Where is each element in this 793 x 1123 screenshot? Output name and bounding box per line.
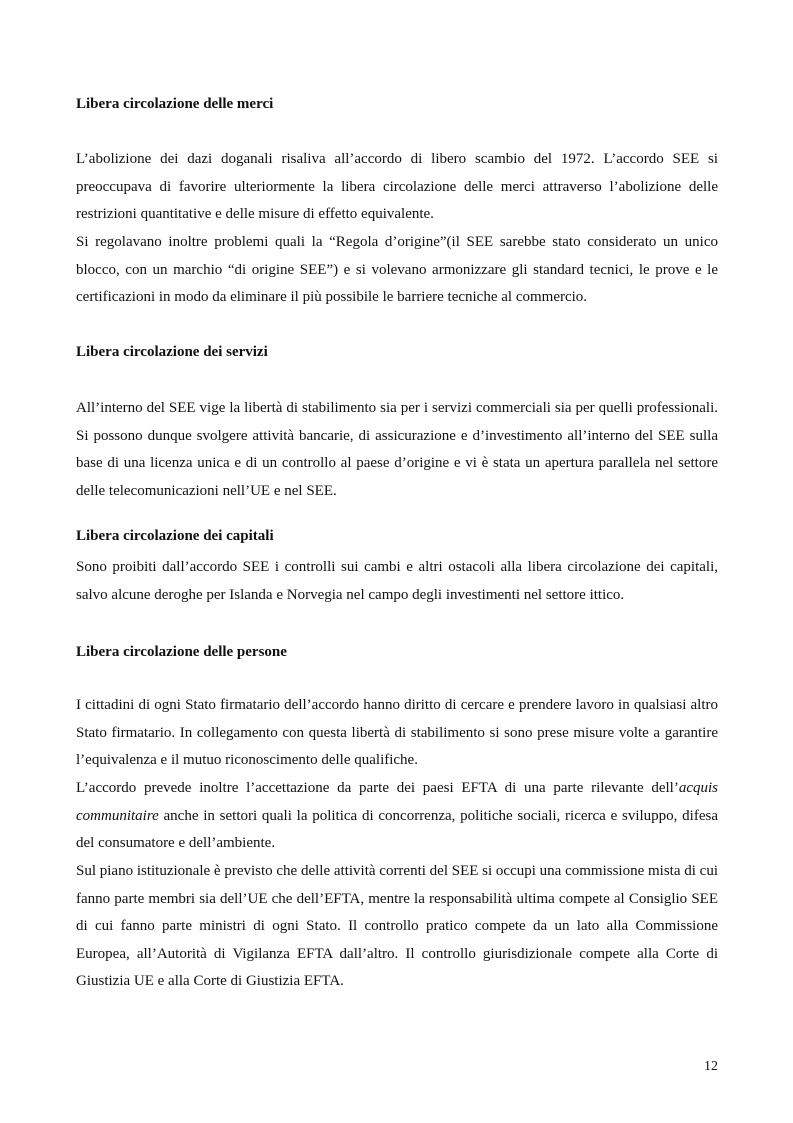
- paragraph-acquis-italic: acquis communitaire: [76, 780, 718, 824]
- section-heading-servizi: Libera circolazione dei servizi: [76, 344, 268, 360]
- section-heading-merci: Libera circolazione delle merci: [76, 96, 274, 112]
- section-heading-capitali: Libera circolazione dei capitali: [76, 528, 274, 544]
- page-number: 12: [704, 1059, 718, 1074]
- paragraph-merci-2: Si regolavano inoltre problemi quali la “Regola d’origine”(il SEE sarebbe stato considerato un unico blocco, con un marchio “di origine SEE”) e si volevano armonizzare gli standard tecnici, le prove e le certificazioni in modo da eliminare il più possibile le barriere tecniche al commercio.: [76, 234, 718, 305]
- paragraph-persone-istituzionale: Sul piano istituzionale è previsto che delle attività correnti del SEE si occupi una commissione mista di cui fanno parte membri sia dell’UE che dell’EFTA, mentre la responsabilità ultima compete al Consiglio SEE di cui fanno parte ministri di ogni Stato. Il controllo pratico compete da un lato alla Commissione Europea, all’Autorità di Vigilanza EFTA dall’altro. Il controllo giurisdizionale compete alla Corte di Giustizia UE e alla Corte di Giustizia EFTA.: [76, 863, 718, 989]
- paragraph-servizi-1: All’interno del SEE vige la libertà di stabilimento sia per i servizi commerciali sia per quelli professionali. Si possono dunque svolgere attività bancarie, di assicurazione e d’investimento all’interno del SEE sulla base di una licenza unica e di un controllo al paese d’origine e vi è stata un apertura parallela nel settore delle telecomunicazioni nell’UE e nel SEE.: [76, 400, 718, 499]
- paragraph-merci-1: L’abolizione dei dazi doganali risaliva all’accordo di libero scambio del 1972. L’accordo SEE si preoccupava di favorire ulteriormente la libera circolazione delle merci attraverso l’abolizione delle restrizioni quantitative e delle misure di effetto equivalente.: [76, 151, 718, 222]
- paragraph-acquis-before: L’accordo prevede inoltre l’accettazione da parte dei paesi EFTA di una parte rilevante dell’: [76, 780, 679, 796]
- paragraph-capitali-1: Sono proibiti dall’accordo SEE i controlli sui cambi e altri ostacoli alla libera circolazione dei capitali, salvo alcune deroghe per Islanda e Norvegia nel campo degli investimenti nel settore ittico.: [76, 559, 718, 603]
- section-heading-persone: Libera circolazione delle persone: [76, 644, 287, 660]
- paragraph-acquis-after: anche in settori quali la politica di concorrenza, politiche sociali, ricerca e sviluppo, difesa del consumatore e dell’ambiente.: [76, 807, 718, 851]
- paragraph-acquis: [76, 775, 718, 858]
- paragraph-persone-1: I cittadini di ogni Stato firmatario dell’accordo hanno diritto di cercare e prendere lavoro in qualsiasi altro Stato firmatario. In collegamento con questa libertà di stabilimento si sono prese misure volte a garantire l’equivalenza e il mutuo riconoscimento delle qualifiche.: [76, 697, 718, 768]
